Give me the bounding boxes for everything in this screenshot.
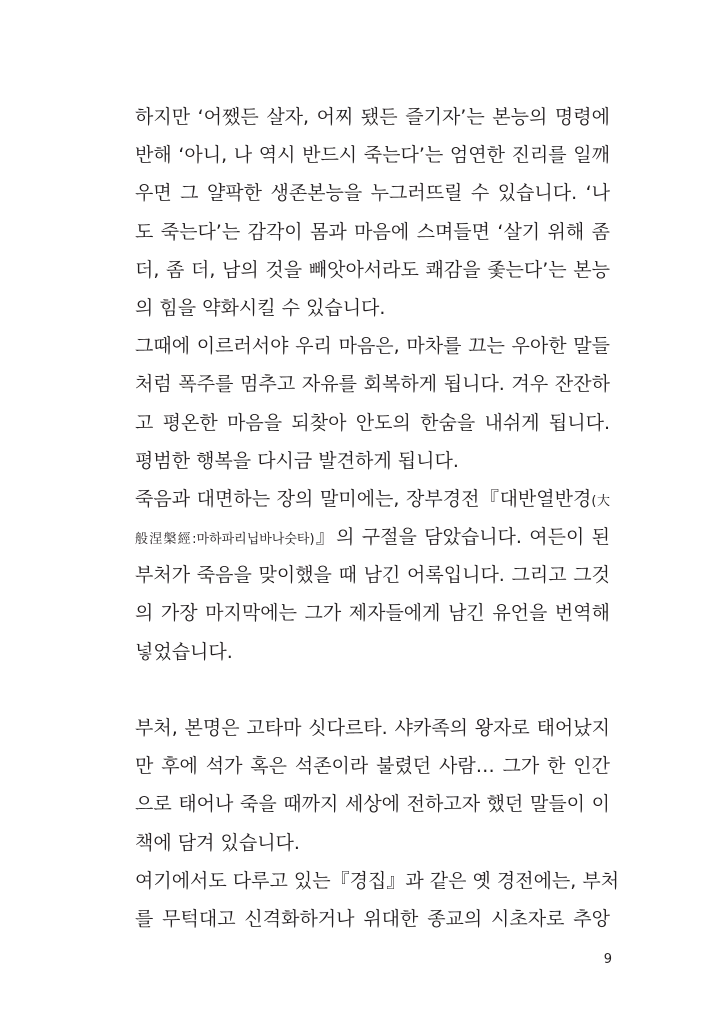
text-line: 더, 좀 더, 남의 것을 빼앗아서라도 쾌감을 좇는다’는 본능 (135, 258, 610, 281)
body-text (135, 98, 620, 938)
text-line: 반해 ‘아니, 나 역시 반드시 죽는다’는 엄연한 진리를 일깨 (135, 144, 610, 167)
hanja-annotation: 般涅槃經:마하파리닙바나숫타) (135, 532, 315, 548)
text-line: 의 가장 마지막에는 그가 제자들에게 남긴 유언을 번역해 (135, 602, 610, 625)
text-line (135, 518, 610, 556)
text-line: 으로 태어나 죽을 때까지 세상에 전하고자 했던 말들이 이 (135, 793, 610, 816)
hanja-annotation: (大 (591, 493, 610, 509)
text-run: 』의 구절을 담았습니다. 여든이 된 (314, 526, 610, 549)
text-line (135, 480, 610, 518)
text-run: 죽음과 대면하는 장의 말미에는, 장부경전『대반열반경 (135, 487, 592, 510)
text-line: 부처, 본명은 고타마 싯다르타. 샤카족의 왕자로 태어났지 (135, 717, 610, 739)
text-line: 책에 담겨 있습니다. (135, 831, 300, 854)
text-line: 우면 그 얄팍한 생존본능을 누그러뜨릴 수 있습니다. ‘나 (135, 182, 610, 205)
text-line: 하지만 ‘어쨌든 살자, 어찌 됐든 즐기자’는 본능의 명령에 (135, 106, 610, 128)
text-line: 넣었습니다. (135, 640, 233, 663)
text-line: 평범한 행복을 다시금 발견하게 됩니다. (135, 449, 459, 472)
text-line: 처럼 폭주를 멈추고 자유를 회복하게 됩니다. 겨우 잔잔하 (135, 373, 610, 396)
text-line: 부처가 죽음을 맞이했을 때 남긴 어록입니다. 그리고 그것 (135, 564, 610, 587)
text-line: 의 힘을 약화시킬 수 있습니다. (135, 296, 386, 319)
text-line: 만 후에 석가 혹은 석존이라 불렸던 사람… 그가 한 인간 (135, 755, 610, 778)
text-line: 그때에 이르러서야 우리 마음은, 마차를 끄는 우아한 말들 (135, 335, 610, 358)
page-number: 9 (603, 952, 612, 967)
text-line: 고 평온한 마음을 되찾아 안도의 한숨을 내쉬게 됩니다. (135, 411, 610, 434)
text-line: 여기에서도 다루고 있는『경집』과 같은 옛 경전에는, 부처 (135, 869, 620, 892)
text-line: 를 무턱대고 신격화하거나 위대한 종교의 시초자로 추앙 (135, 907, 610, 930)
text-line: 도 죽는다’는 감각이 몸과 마음에 스며들면 ‘살기 위해 좀 (135, 220, 610, 243)
paragraph-gap (135, 671, 610, 709)
